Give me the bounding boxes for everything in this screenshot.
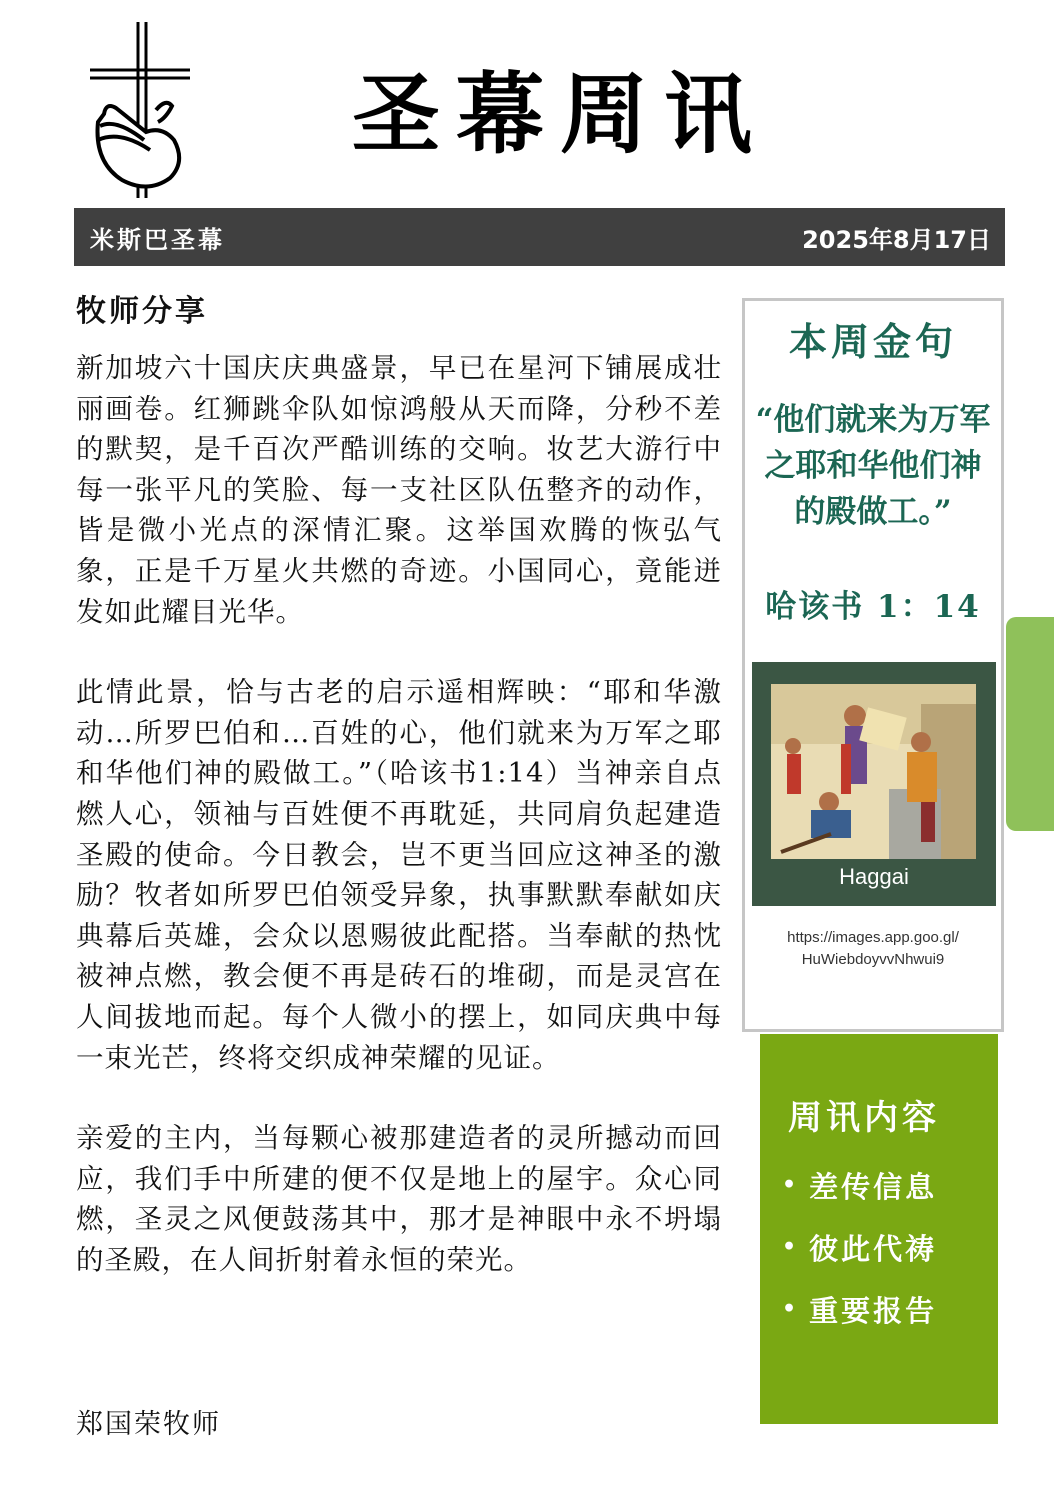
verse-heading: 本周金句 xyxy=(788,319,957,364)
article-paragraph: 新加坡六十国庆庆典盛景，早已在星河下铺展成壮丽画卷。红狮跳伞队如惊鸿般从天而降，分秒不差的默契，是千百次严酷训练的交响。妆艺大游行中每一张平凡的笑脸、每一支社区队伍整齐的动作，皆是微小光点的深情汇聚。这举国欢腾的恢弘气象，正是千万星火共燃的奇迹。小国同心，竟能迸发如此耀目光华。 xyxy=(76,352,722,628)
header-banner xyxy=(74,208,1005,266)
contents-item[interactable] xyxy=(782,1154,937,1216)
issue-date: 2025年8月17日 xyxy=(802,225,991,254)
contents-item-label: 重要报告 xyxy=(809,1293,938,1328)
church-name: 米斯巴圣幕 xyxy=(90,225,225,254)
bullet-icon: • xyxy=(782,1234,800,1260)
pastor-signature: 郑国荣牧师 xyxy=(76,1409,221,1440)
contents-panel xyxy=(760,1034,998,1424)
url-line: https://images.app.goo.gl/ xyxy=(787,929,959,946)
haggai-image-card xyxy=(752,662,996,906)
bullet-icon: • xyxy=(782,1172,800,1198)
newsletter-title: 圣幕周讯 xyxy=(351,62,768,166)
url-line: HuWiebdoyvvNhwui9 xyxy=(801,951,945,968)
verse-text: “他们就来为万军之耶和华他们神的殿做工。” xyxy=(755,402,991,530)
contents-item[interactable] xyxy=(782,1278,937,1340)
verse-reference: 哈该书 1：14 xyxy=(765,589,981,625)
article-paragraph: 亲爱的主内，当每颗心被那建造者的灵所撼动而回应，我们手中所建的便不仅是地上的屋宇。众心同燃，圣灵之风便鼓荡其中，那才是神眼中永不坍塌的圣殿，在人间折射着永恒的荣光。 xyxy=(76,1122,722,1276)
contents-item[interactable] xyxy=(782,1216,937,1278)
weekly-verse-panel xyxy=(742,298,1004,1032)
contents-list xyxy=(782,1154,937,1340)
article-paragraph: 此情此景，恰与古老的启示遥相辉映：“耶和华激动…所罗巴伯和…百姓的心，他们就来为万军之耶和华他们神的殿做工。”（哈该书1:14）当神亲自点燃人心，领袖与百姓便不再耽延，共同肩负起建造圣殿的使命。今日教会，岂不更当回应这神圣的激励？牧者如所罗巴伯领受异象，执事默默奉献如庆典幕后英雄，会众以恩赐彼此配搭。当奉献的热忱被神点燃，教会便不再是砖石的堆砌，而是灵宫在人间拔地而起。每个人微小的摆上，如同庆典中每一束光芒，终将交织成神荣耀的见证。 xyxy=(76,676,722,1074)
image-caption: Haggai xyxy=(839,864,909,889)
contents-item-label: 彼此代祷 xyxy=(809,1231,938,1266)
contents-item-label: 差传信息 xyxy=(809,1169,938,1204)
article-heading: 牧师分享 xyxy=(76,294,208,329)
haggai-illustration-icon xyxy=(771,684,976,859)
side-accent-tab xyxy=(1006,617,1054,831)
image-source-url[interactable] xyxy=(745,927,1001,971)
bullet-icon: • xyxy=(782,1296,800,1322)
pastor-article xyxy=(76,348,722,1320)
cross-flame-logo-icon xyxy=(86,22,196,200)
contents-heading: 周讯内容 xyxy=(788,1098,940,1138)
